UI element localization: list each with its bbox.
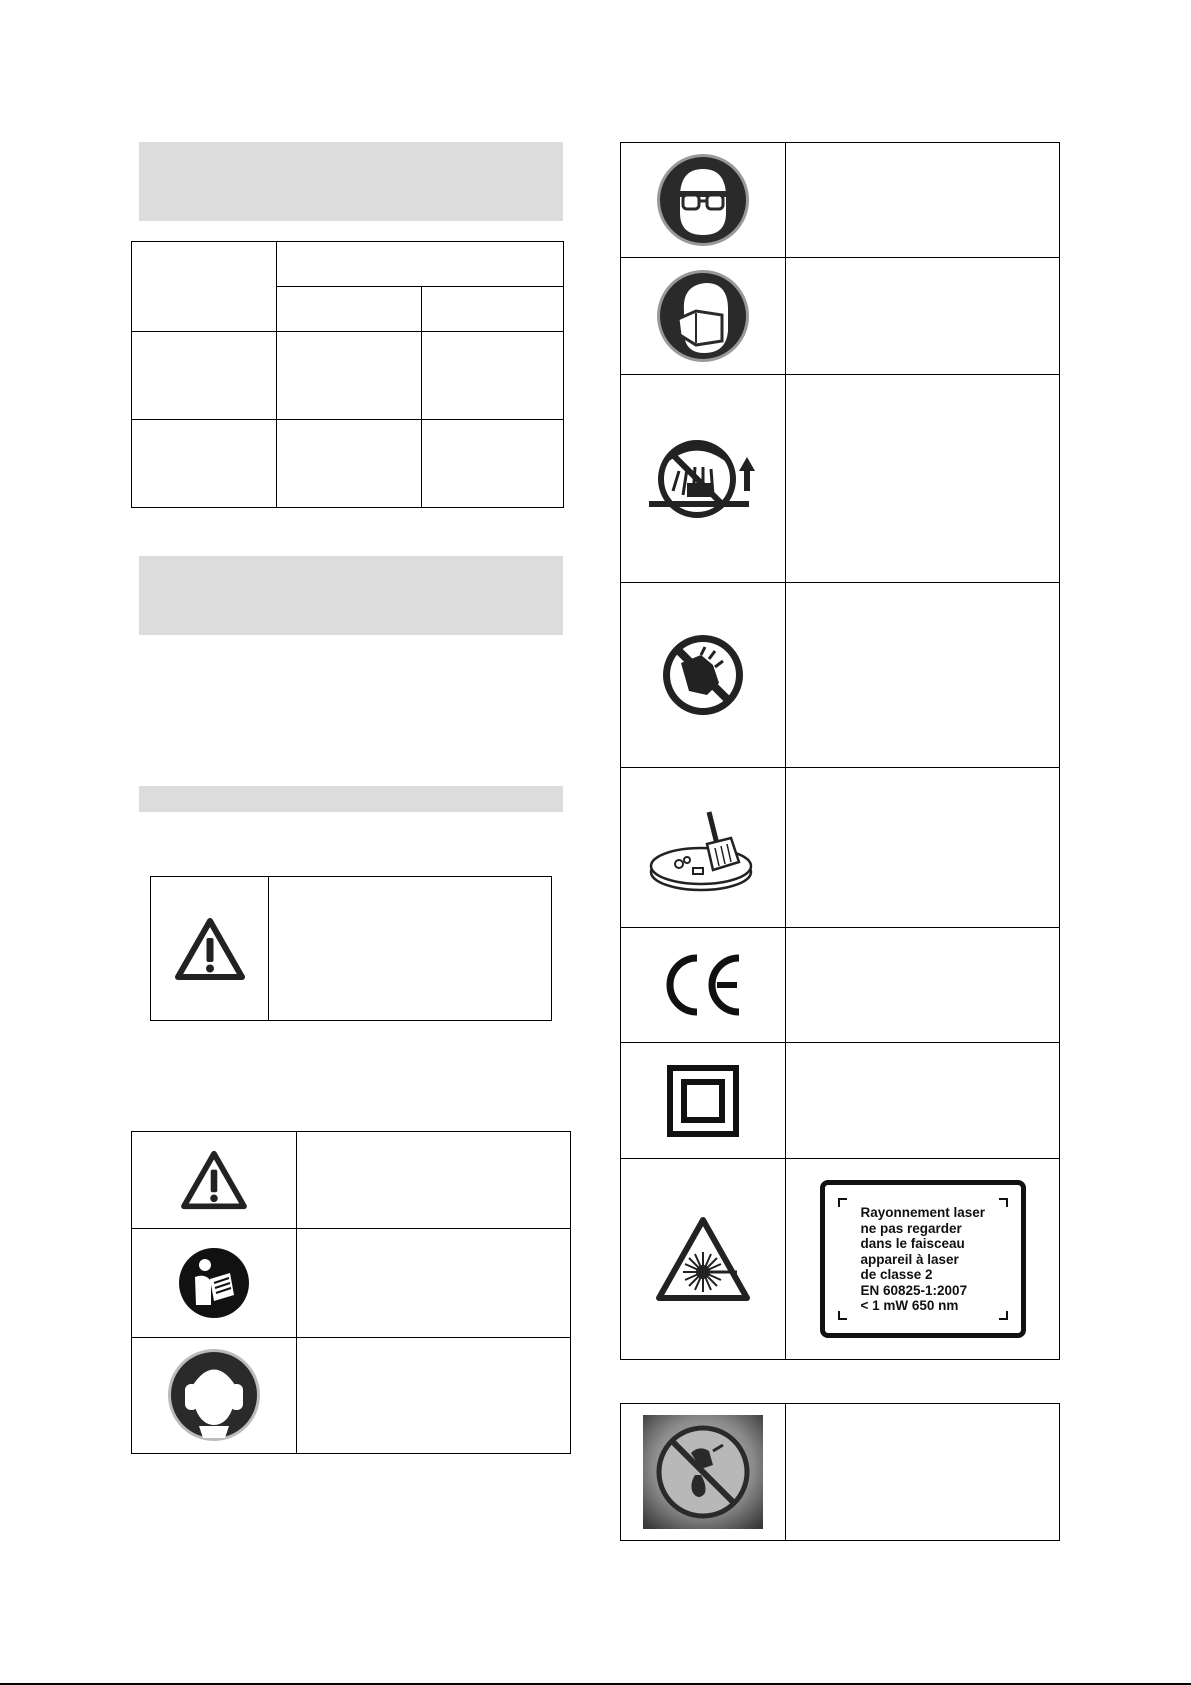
warning-box xyxy=(150,876,552,1021)
corner-mark xyxy=(838,1198,847,1207)
ear-protection-icon xyxy=(167,1348,261,1442)
double-insulation-icon xyxy=(667,1065,739,1137)
spec-table-cell xyxy=(132,332,277,420)
symbol-cell xyxy=(132,1229,297,1337)
spec-table-corner-cell xyxy=(132,242,277,332)
laser-label-line: < 1 mW 650 nm xyxy=(860,1298,959,1313)
warning-box-text-cell xyxy=(269,877,552,1021)
symbols-table-right xyxy=(620,142,1060,1360)
symbol-description-cell xyxy=(786,928,1060,1043)
symbol-description-cell xyxy=(297,1229,571,1337)
symbol-cell xyxy=(621,375,786,583)
symbols-table-left xyxy=(131,1131,571,1454)
no-hands-icon xyxy=(661,633,745,717)
warning-box-icon-cell xyxy=(151,877,269,1021)
laser-label-text xyxy=(861,1205,986,1314)
symbol-cell xyxy=(621,1404,786,1541)
symbol-description-cell xyxy=(297,1337,571,1453)
laser-label-line: appareil à laser xyxy=(860,1251,959,1267)
corner-mark xyxy=(999,1198,1008,1207)
section-banner-2 xyxy=(139,556,563,635)
spec-table xyxy=(131,241,564,508)
section-banner-1 xyxy=(139,142,563,221)
symbol-description-cell xyxy=(786,583,1060,768)
laser-warning-icon xyxy=(655,1216,751,1302)
symbol-cell xyxy=(621,583,786,768)
spec-table-header-cell xyxy=(277,242,564,287)
spec-table-cell xyxy=(422,332,564,420)
corner-mark xyxy=(838,1311,847,1320)
section-banner-3 xyxy=(139,786,563,812)
read-manual-icon xyxy=(178,1247,250,1319)
symbol-cell xyxy=(621,768,786,928)
spec-table-cell xyxy=(277,420,422,508)
laser-label-cell xyxy=(786,1159,1060,1360)
symbol-description-cell xyxy=(786,1043,1060,1159)
warning-triangle-icon xyxy=(174,916,246,982)
symbol-description-cell xyxy=(786,258,1060,375)
symbol-cell xyxy=(621,258,786,375)
no-lift-guard-icon xyxy=(643,431,763,527)
clean-workspace-icon xyxy=(647,798,759,898)
symbol-cell xyxy=(132,1337,297,1453)
symbol-cell xyxy=(621,143,786,258)
spec-table-cell xyxy=(132,420,277,508)
laser-label-line: EN 60825-1:2007 xyxy=(860,1282,968,1298)
symbol-cell xyxy=(621,1043,786,1159)
symbol-cell xyxy=(132,1132,297,1229)
laser-label-line: Rayonnement laser xyxy=(860,1205,986,1220)
symbol-description-cell xyxy=(297,1132,571,1229)
spec-table-cell xyxy=(422,420,564,508)
laser-label-line: de classe 2 xyxy=(860,1267,933,1282)
symbol-cell xyxy=(621,1159,786,1360)
no-water-icon xyxy=(643,1415,763,1529)
spec-table-subheader-cell xyxy=(422,287,564,332)
symbol-description-cell xyxy=(786,375,1060,583)
ce-mark-icon xyxy=(661,952,745,1018)
spec-table-subheader-cell xyxy=(277,287,422,332)
symbol-description-cell xyxy=(786,1404,1060,1541)
symbol-cell xyxy=(621,928,786,1043)
no-water-box xyxy=(620,1403,1060,1541)
laser-label-line: ne pas regarder xyxy=(860,1220,962,1236)
symbol-description-cell xyxy=(786,768,1060,928)
laser-label-line: dans le faisceau xyxy=(860,1236,965,1251)
spec-table-cell xyxy=(277,332,422,420)
warning-triangle-icon xyxy=(180,1149,248,1211)
laser-label xyxy=(820,1180,1026,1338)
eye-protection-icon xyxy=(656,153,750,247)
symbol-description-cell xyxy=(786,143,1060,258)
dust-mask-icon xyxy=(656,269,750,363)
corner-mark xyxy=(999,1311,1008,1320)
